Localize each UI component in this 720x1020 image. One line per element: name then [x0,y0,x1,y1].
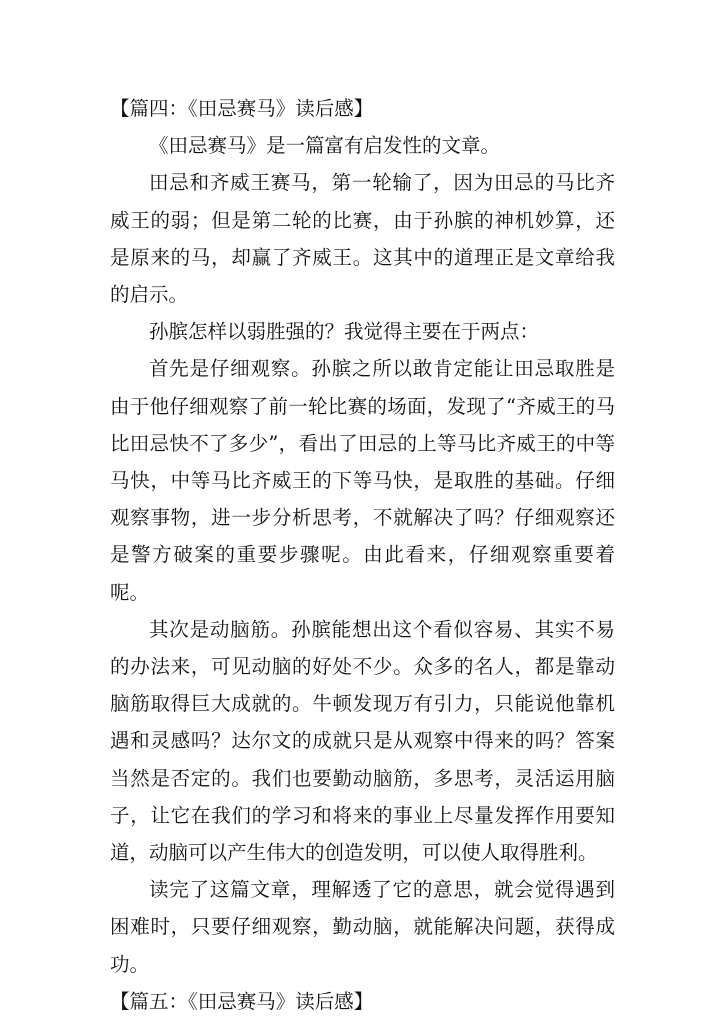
paragraph-story: 田忌和齐威王赛马，第一轮输了，因为田忌的马比齐威王的弱；但是第二轮的比赛，由于孙膑的神机妙算，还是原来的马，却赢了齐威王。这其中的道理正是文章给我的启示。 [110,171,615,307]
paragraph-intro: 《田忌赛马》是一篇富有启发性的文章。 [149,134,501,158]
paragraph-thinking: 其次是动脑筋。孙膑能想出这个看似容易、其实不易的办法来，可见动脑的好处不少。众多的名人，都是靠动脑筋取得巨大成就的。牛顿发现万有引力，只能说他靠机遇和灵感吗？达尔文的成就只是从观察中得来的吗？答案当然是否定的。我们也要勤动脑筋，多思考，灵活运用脑子，让它在我们的学习和将来的事业上尽量发挥作用要知道，动脑可以产生伟大的创造发明，可以使人取得胜利。 [110,617,615,865]
document-body [110,90,615,1020]
paragraph-question: 孙膑怎样以弱胜强的？我觉得主要在于两点： [149,320,540,344]
section-heading-4: 【篇四：《田忌赛马》读后感】 [110,97,374,120]
paragraph-observation: 首先是仔细观察。孙膑之所以敢肯定能让田忌取胜是由于他仔细观察了前一轮比赛的场面，发现了“齐威王的马比田忌快不了多少”，看出了田忌的上等马比齐威王的中等马快，中等马比齐威王的下等马快，是取胜的基础。仔细观察事物，进一步分析思考，不就解决了吗？仔细观察还是警方破案的重要步骤呢。由此看来，仔细观察重要着呢。 [110,357,615,604]
section-heading-5: 【篇五：《田忌赛马》读后感】 [110,989,374,1013]
paragraph-conclusion: 读完了这篇文章，理解透了它的意思，就会觉得遇到困难时，只要仔细观察，勤动脑，就能解决问题，获得成功。 [110,878,615,976]
